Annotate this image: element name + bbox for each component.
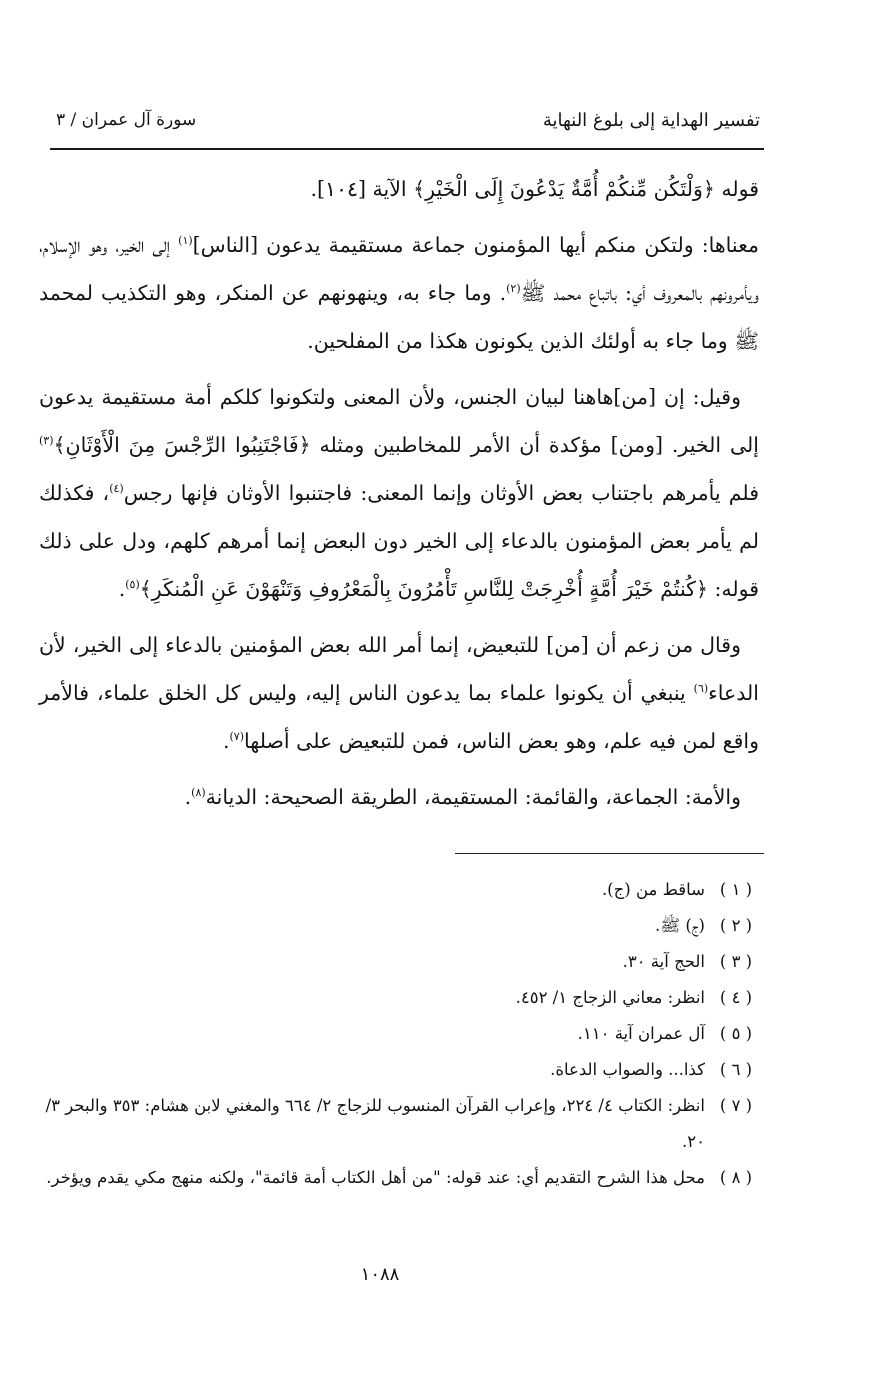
- footnote-ref-6[interactable]: (٦): [693, 682, 709, 696]
- book-title: تفسير الهداية إلى بلوغ النهاية: [542, 110, 760, 131]
- footnote-ref-8[interactable]: (٨): [191, 786, 206, 800]
- footnote-text: آل عمران آية ١١٠.: [577, 1024, 705, 1043]
- footnote-1: [39, 872, 759, 908]
- text-run: ينبغي أن يكونوا علماء بما يدعون الناس إليه، وليس كل الخلق علماء، فالأمر واقع لمن فيه علم، وهو بعض الناس، فمن للتبعيض على أصلها: [39, 681, 759, 753]
- surah-label: سورة آل عمران / ٣: [56, 110, 197, 130]
- footnote-5: [39, 1016, 759, 1052]
- text-run: . وما جاء به، وينهونهم عن المنكر، وهو التكذيب لمحمد ﷺ وما جاء به أولئك الذين يكونون هكذا من المفلحين.: [39, 281, 759, 353]
- footnote-text: ساقط من (ج).: [601, 880, 705, 899]
- text-run: .: [222, 729, 230, 753]
- main-text: [39, 165, 759, 821]
- paragraph-ummah-definition: [39, 773, 759, 821]
- footnote-2: [39, 908, 759, 944]
- text-run: والأمة: الجماعة، والقائمة: المستقيمة، الطريقة الصحيحة: الديانة: [205, 785, 741, 809]
- text-run: وقيل: إن [من]هاهنا لبيان الجنس، ولأن المعنى ولتكونوا كلكم أمة مستقيمة يدعون إلى الخير. [ومن] مؤكدة أن الأمر للمخاطبين ومثله ﴿فَاجْتَنِبُوا الرِّجْسَ مِنَ الْأَوْثَانِ﴾: [39, 385, 759, 457]
- footnote-7: [39, 1088, 759, 1160]
- footnote-number: ( ٧ ): [719, 1096, 753, 1115]
- text-run: وقال من زعم أن [من] للتبعيض، إنما أمر الله بعض المؤمنين بالدعاء إلى الخير، لأن الدعاء: [39, 633, 759, 705]
- paragraph-meaning: [39, 221, 759, 365]
- text-run: فلم يأمرهم باجتناب بعض الأوثان وإنما المعنى: فاجتنبوا الأوثان فإنها رجس: [123, 481, 759, 505]
- footnote-ref-7[interactable]: (٧): [229, 730, 244, 744]
- footnote-number: ( ٢ ): [719, 916, 753, 935]
- footnote-number: ( ٦ ): [719, 1060, 753, 1079]
- footnote-ref-3[interactable]: (٣): [39, 434, 54, 448]
- paragraph-min-explained: [39, 373, 759, 613]
- footnote-number: ( ٣ ): [719, 952, 753, 971]
- footnote-text: انظر: الكتاب ٤/ ٢٢٤، وإعراب القرآن المنسوب للزجاج ٢/ ٦٦٤ والمغني لابن هشام: ٣٥٣ والبحر ٣/ ٢٠.: [45, 1096, 705, 1151]
- text-run: إلى الخير، وهو الإسلام، ويأمرونهم بالمعروف أي: باتباع محمد ﷺ: [39, 233, 759, 305]
- footnote-ref-5[interactable]: (٥): [125, 578, 140, 592]
- text-run: .: [184, 785, 192, 809]
- footnote-number: ( ١ ): [719, 880, 753, 899]
- text-run: ، فكذلك لم يأمر بعض المؤمنون بالدعاء إلى الخير دون البعض إنما أمرهم كلهم، ودل على ذلك قوله: ﴿كُنتُمْ خَيْرَ أُمَّةٍ أُخْرِجَتْ لِلنَّاسِ تَأْمُرُونَ بِالْمَعْرُوفِ وَتَنْهَوْنَ عَنِ الْمُنكَرِ﴾: [39, 481, 759, 601]
- footnote-separator: [455, 853, 764, 854]
- footnote-text: الحج آية ٣٠.: [622, 952, 705, 971]
- paragraph-partitive: [39, 621, 759, 765]
- footnote-number: ( ٨ ): [719, 1168, 753, 1187]
- footnote-ref-2[interactable]: (٢): [506, 282, 521, 296]
- footnote-6: [39, 1052, 759, 1088]
- footnote-ref-1[interactable]: (١): [178, 234, 193, 248]
- paragraph-verse-104: [39, 165, 759, 213]
- text-run: معناها: ولتكن منكم أيها المؤمنون جماعة مستقيمة يدعون [الناس]: [192, 233, 759, 257]
- running-header: [50, 104, 764, 150]
- text-run: .: [118, 577, 126, 601]
- footnote-4: [39, 980, 759, 1016]
- footnote-number: ( ٥ ): [719, 1024, 753, 1043]
- footnote-text: محل هذا الشرح التقديم أي: عند قوله: "من أهل الكتاب أمة قائمة"، ولكنه منهج مكي يقدم ويؤخر.: [46, 1168, 705, 1187]
- footnote-text: انظر: معاني الزجاج ١/ ٤٥٢.: [515, 988, 705, 1007]
- footnote-text: (ج) ﷺ.: [655, 916, 705, 935]
- footnote-8: [39, 1160, 759, 1196]
- footnote-ref-4[interactable]: (٤): [109, 482, 124, 496]
- verse-quote: قوله ﴿وَلْتَكُن مِّنكُمْ أُمَّةٌ يَدْعُونَ إِلَى الْخَيْرِ﴾ الآية [١٠٤].: [310, 177, 759, 201]
- footnote-text: كذا... والصواب الدعاة.: [550, 1060, 705, 1079]
- footnote-number: ( ٤ ): [719, 988, 753, 1007]
- footnotes: [39, 872, 759, 1196]
- page-number: ١٠٨٨: [360, 1264, 400, 1285]
- footnote-3: [39, 944, 759, 980]
